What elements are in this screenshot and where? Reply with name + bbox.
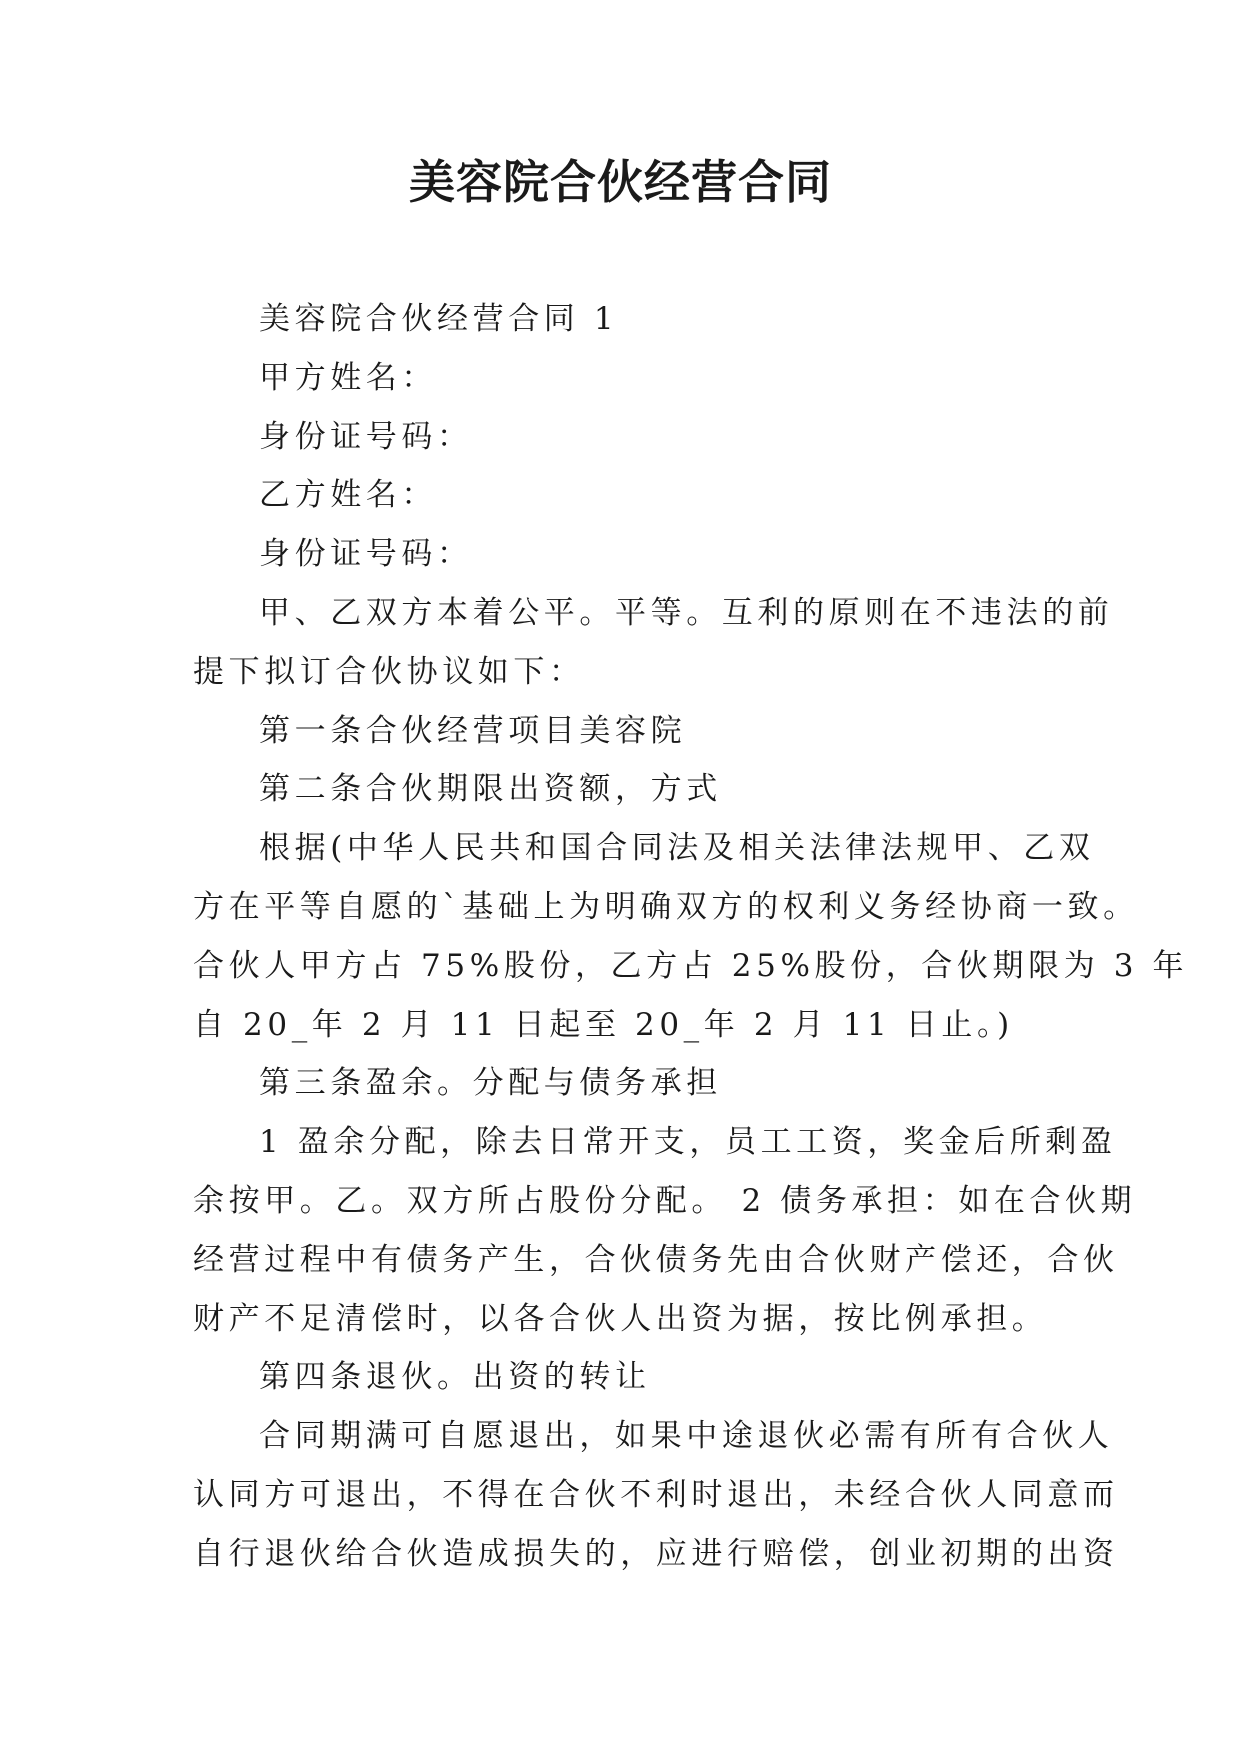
article-1-heading: 第一条合伙经营项目美容院 bbox=[259, 712, 687, 749]
paragraph-line: 根据(中华人民共和国合同法及相关法律法规甲、乙双 bbox=[259, 830, 1095, 867]
document-title: 美容院合伙经营合同 bbox=[409, 155, 832, 209]
doc-heading-line: 美容院合伙经营合同 1 bbox=[259, 301, 619, 337]
party-b-name-line: 乙方姓名： bbox=[259, 477, 437, 514]
paragraph-line: 合同期满可自愿退出，如果中途退伙必需有所有合伙人 bbox=[259, 1418, 1114, 1455]
paragraph-line: 方在平等自愿的`基础上为明确双方的权利义务经协商一致。 bbox=[193, 888, 1139, 925]
article-2-heading: 第二条合伙期限出资额，方式 bbox=[259, 771, 722, 808]
paragraph-line: 自 20_年 2 月 11 日起至 20_年 2 月 11 日止。) bbox=[193, 1006, 1014, 1043]
paragraph-line: 1 盈余分配，除去日常开支，员工工资，奖金后所剩盈 bbox=[259, 1124, 1117, 1161]
paragraph-line: 合伙人甲方占 75%股份，乙方占 25%股份，合伙期限为 3 年 bbox=[193, 947, 1189, 984]
paragraph-line: 认同方可退出，不得在合伙不利时退出，未经合伙人同意而 bbox=[193, 1476, 1119, 1513]
paragraph-line: 自行退伙给合伙造成损失的，应进行赔偿，创业初期的出资 bbox=[193, 1535, 1119, 1572]
party-a-name-line: 甲方姓名： bbox=[259, 359, 437, 396]
party-b-id-line: 身份证号码： bbox=[259, 536, 473, 573]
document-body bbox=[193, 290, 1189, 1584]
article-3-heading: 第三条盈余。分配与债务承担 bbox=[259, 1065, 722, 1102]
party-a-id-line: 身份证号码： bbox=[259, 418, 473, 455]
article-4-heading: 第四条退伙。出资的转让 bbox=[259, 1359, 651, 1396]
paragraph-line: 甲、乙双方本着公平。平等。互利的原则在不违法的前 bbox=[259, 594, 1114, 631]
paragraph-line: 经营过程中有债务产生，合伙债务先由合伙财产偿还，合伙 bbox=[193, 1241, 1119, 1278]
paragraph-line: 余按甲。乙。双方所占股份分配。 2 债务承担：如在合伙期 bbox=[193, 1182, 1137, 1219]
paragraph-line: 提下拟订合伙协议如下： bbox=[193, 653, 585, 690]
paragraph-line: 财产不足清偿时，以各合伙人出资为据，按比例承担。 bbox=[193, 1300, 1048, 1337]
